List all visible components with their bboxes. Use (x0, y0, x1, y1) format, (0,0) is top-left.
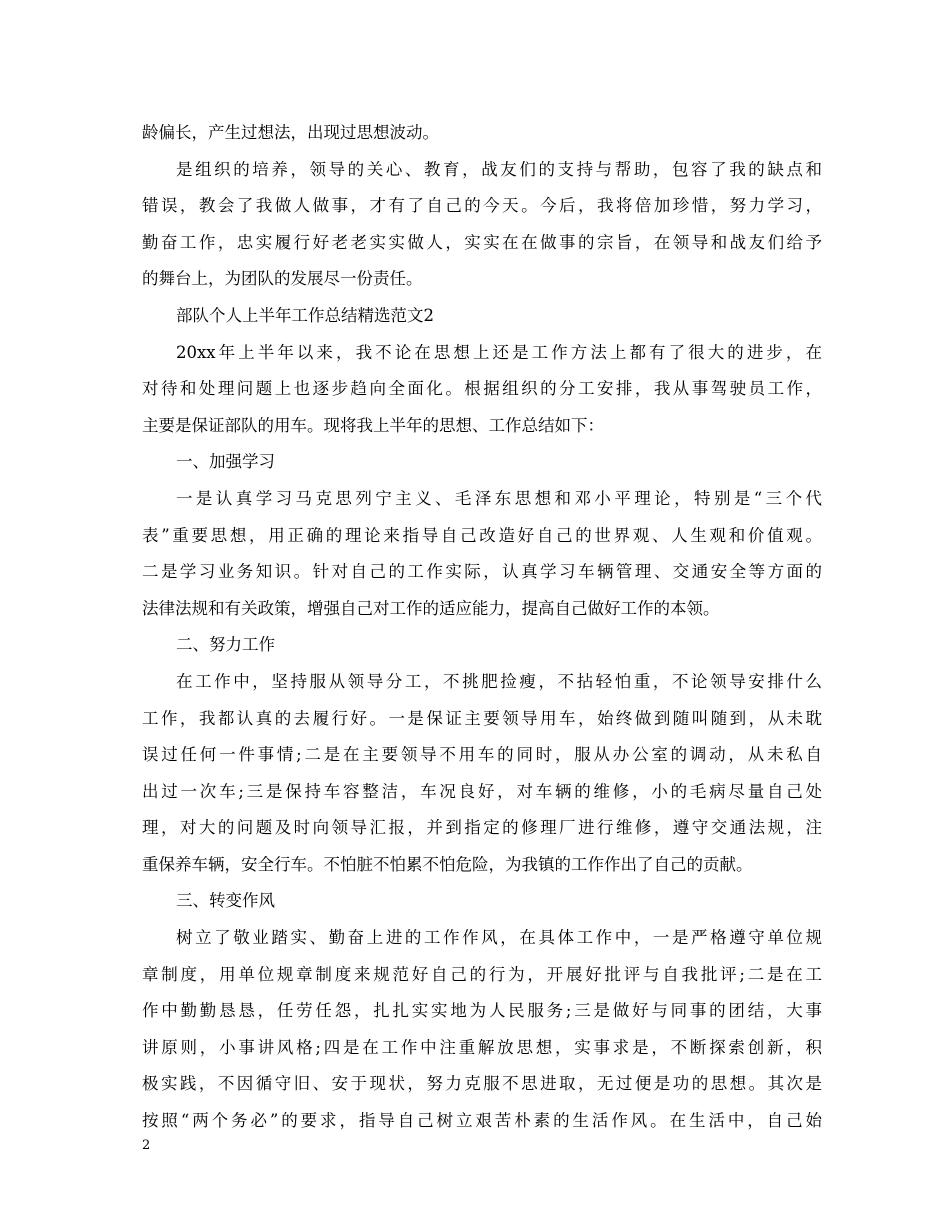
text-line-8: 对待和处理问题上也逐步趋向全面化。根据组织的分工安排，我从事驾驶员工作， (142, 379, 822, 399)
text-line-16: 在工作中，坚持服从领导分工，不挑肥捡瘦，不拈轻怕重，不论领导安排什么 (176, 671, 822, 691)
text-line-23: 树立了敬业踏实、勤奋上进的工作作风，在具体工作中，一是严格遵守单位规 (176, 928, 822, 948)
text-line-26: 讲原则，小事讲风格;四是在工作中注重解放思想，实事求是，不断探索创新，积 (142, 1037, 822, 1057)
heading-study: 一、加强学习 (176, 452, 275, 472)
text-line-20: 理，对大的问题及时向领导汇报，并到指定的修理厂进行维修，遵守交通法规，注 (142, 818, 822, 838)
heading-work: 二、努力工作 (176, 635, 275, 655)
text-line-5: 的舞台上，为团队的发展尽一份责任。 (142, 269, 423, 289)
text-line-9: 主要是保证部队的用车。现将我上半年的思想、工作总结如下： (142, 415, 604, 435)
section-title-2: 部队个人上半年工作总结精选范文2 (176, 305, 434, 325)
text-line-12: 表”重要思想，用正确的理论来指导自己改造好自己的世界观、人生观和价值观。 (142, 525, 822, 545)
text-line-2: 是组织的培养，领导的关心、教育，战友们的支持与帮助，包容了我的缺点和 (176, 159, 822, 179)
text-line-17: 工作，我都认真的去履行好。一是保证主要领导用车，始终做到随叫随到，从未耽 (142, 708, 822, 728)
text-line-13: 二是学习业务知识。针对自己的工作实际，认真学习车辆管理、交通安全等方面的 (142, 562, 822, 582)
heading-style: 三、转变作风 (176, 891, 275, 911)
text-line-1: 龄偏长，产生过想法，出现过思想波动。 (142, 123, 439, 142)
text-line-3: 错误，教会了我做人做事，才有了自己的今天。今后，我将倍加珍惜，努力学习， (142, 196, 822, 216)
text-line-11: 一是认真学习马克思列宁主义、毛泽东思想和邓小平理论，特别是“三个代 (176, 488, 822, 508)
text-line-27: 极实践，不因循守旧、安于现状，努力克服不思进取，无过便是功的思想。其次是 (142, 1074, 822, 1094)
text-line-19: 出过一次车;三是保持车容整洁，车况良好，对车辆的维修，小的毛病尽量自己处 (142, 781, 822, 801)
text-line-24: 章制度，用单位规章制度来规范好自己的行为，开展好批评与自我批评;二是在工 (142, 964, 822, 984)
text-line-4: 勤奋工作，忠实履行好老老实实做人，实实在在做事的宗旨，在领导和战友们给予 (142, 232, 822, 252)
text-line-21: 重保养车辆，安全行车。不怕脏不怕累不怕危险，为我镇的工作作出了自己的贡献。 (142, 854, 753, 874)
text-line-14: 法律法规和有关政策，增强自己对工作的适应能力，提高自己做好工作的本领。 (142, 598, 720, 618)
document-body (142, 115, 822, 1140)
text-line-28: 按照“两个务必”的要求，指导自己树立艰苦朴素的生活作风。在生活中，自己始 (142, 1111, 822, 1131)
page-number: 2 (142, 1138, 151, 1153)
text-line-25: 作中勤勤恳恳，任劳任怨，扎扎实实地为人民服务;三是做好与同事的团结，大事 (142, 1001, 822, 1021)
text-line-7: 20xx年上半年以来，我不论在思想上还是工作方法上都有了很大的进步，在 (176, 342, 822, 362)
text-line-18: 误过任何一件事情;二是在主要领导不用车的同时，服从办公室的调动，从未私自 (142, 745, 822, 765)
